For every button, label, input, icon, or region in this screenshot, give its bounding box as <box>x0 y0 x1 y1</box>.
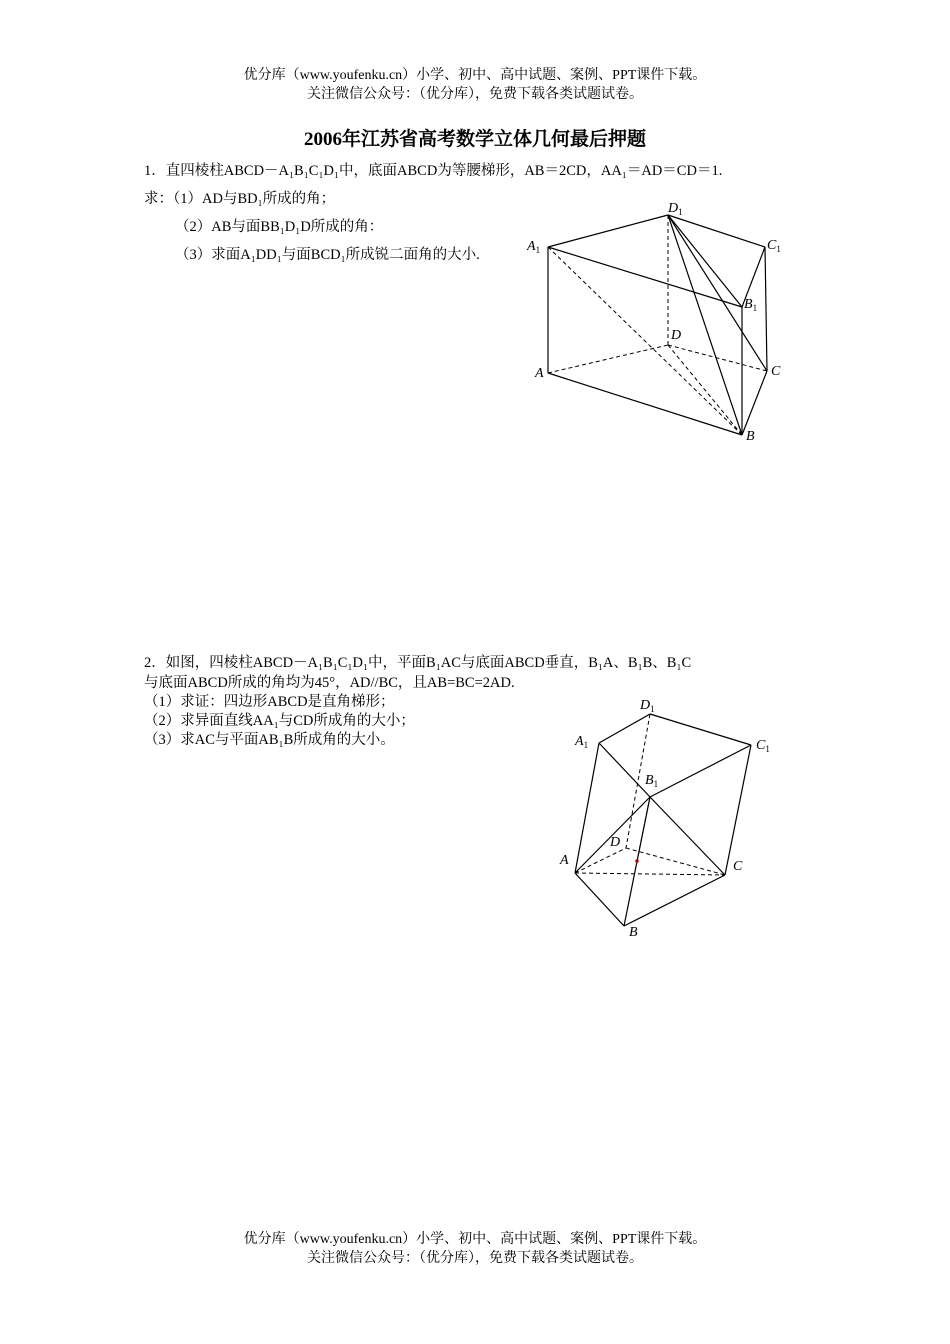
label-D: D <box>671 328 682 343</box>
label-B1: $B_1$ <box>744 297 758 313</box>
edge-D1-B <box>668 215 742 435</box>
edge-A1-D1 <box>599 714 650 743</box>
label-D: D <box>610 835 621 850</box>
edge-D-C <box>626 848 725 875</box>
edge-B1-C <box>650 797 725 875</box>
edge-A-B <box>548 373 742 435</box>
edge-A1-A <box>575 743 599 873</box>
problem-1-question-3: （3）求面A₁DD₁与面BCD₁所成锐二面角的大小. <box>175 247 480 263</box>
edge-A1-B1 <box>548 247 742 307</box>
footer-line-1: 优分库（www.youfenku.cn）小学、初中、高中试题、案例、PPT课件下载。 <box>243 1232 707 1247</box>
edge-D1-C1 <box>668 215 765 247</box>
problem-1-question-2: （2）AB与面BB₁D₁D所成的角： <box>175 219 384 235</box>
edge-D1-C1 <box>650 714 751 745</box>
edge-D-C <box>668 345 767 371</box>
problem-2-statement-line-1 <box>144 653 691 673</box>
problem-2-number: 2． <box>144 655 166 671</box>
edge-D-B <box>668 345 742 435</box>
label-A: A <box>560 853 569 868</box>
label-B: B <box>746 429 755 444</box>
foot-point-marker <box>635 859 639 863</box>
edge-B-C <box>742 371 767 435</box>
problem-2-question-3: （3）求AC与平面AB₁B所成角的大小。 <box>144 732 395 748</box>
problem-1-question-1: （1）AD与BD₁所成的角； <box>173 191 336 207</box>
footer-line-2: 关注微信公众号：（优分库），免费下载各类试题试卷。 <box>307 1251 643 1266</box>
problem-1-question-1-row <box>144 189 335 209</box>
header-line-1: 优分库（www.youfenku.cn）小学、初中、高中试题、案例、PPT课件下载。 <box>243 68 707 83</box>
label-A1: $A_1$ <box>527 239 541 255</box>
label-C: C <box>733 859 743 874</box>
problem-1-ask: 求： <box>144 191 173 207</box>
problem-2-statement-line-2: 与底面ABCD所成的角均为45°，AD//BC，且AB=BC=2AD. <box>144 675 515 691</box>
edge-A1-B1 <box>599 743 650 797</box>
problem-2-question-2: （2）求异面直线AA₁与CD所成角的大小； <box>144 713 415 729</box>
label-A1: $A_1$ <box>575 734 589 750</box>
label-D1: $D_1$ <box>640 698 655 714</box>
edge-B-C <box>624 875 725 926</box>
edge-A-D <box>575 848 626 873</box>
label-A: A <box>535 366 544 381</box>
problem-1-number: 1． <box>144 163 166 179</box>
edge-C1-B1 <box>650 745 751 797</box>
header-line-2: 关注微信公众号：（优分库），免费下载各类试题试卷。 <box>307 87 643 102</box>
label-C1: $C_1$ <box>767 238 781 254</box>
edge-A1-D1 <box>548 215 668 247</box>
problem-1-prism-figure <box>520 195 800 450</box>
label-B1: $B_1$ <box>645 773 659 789</box>
problem-2-text-line-1: 如图，四棱柱ABCD－A₁B₁C₁D₁中，平面B₁AC与底面ABCD垂直，B₁A、B₁B、B₁C <box>165 655 692 671</box>
edge-A-C <box>575 873 725 875</box>
edge-A-B <box>575 873 624 926</box>
label-C: C <box>771 364 781 379</box>
edge-A-D <box>548 345 668 373</box>
edge-D1-C <box>668 215 767 371</box>
label-D1: $D_1$ <box>668 201 683 217</box>
edge-C1-C <box>725 745 751 875</box>
label-B: B <box>629 925 638 940</box>
problem-2-prism-figure <box>550 690 790 940</box>
edge-D1-B1 <box>668 215 742 307</box>
problem-1-text: 直四棱柱ABCD－A₁B₁C₁D₁中，底面ABCD为等腰梯形，AB＝2CD，AA₁＝AD＝CD＝1. <box>165 163 723 179</box>
problem-1-statement <box>144 161 722 181</box>
page-title: 2006年江苏省高考数学立体几何最后押题 <box>303 129 646 150</box>
label-C1: $C_1$ <box>756 738 770 754</box>
edge-C1-C <box>765 247 767 371</box>
edge-A1-B <box>548 247 742 435</box>
problem-2-question-1: （1）求证：四边形ABCD是直角梯形； <box>144 694 395 710</box>
